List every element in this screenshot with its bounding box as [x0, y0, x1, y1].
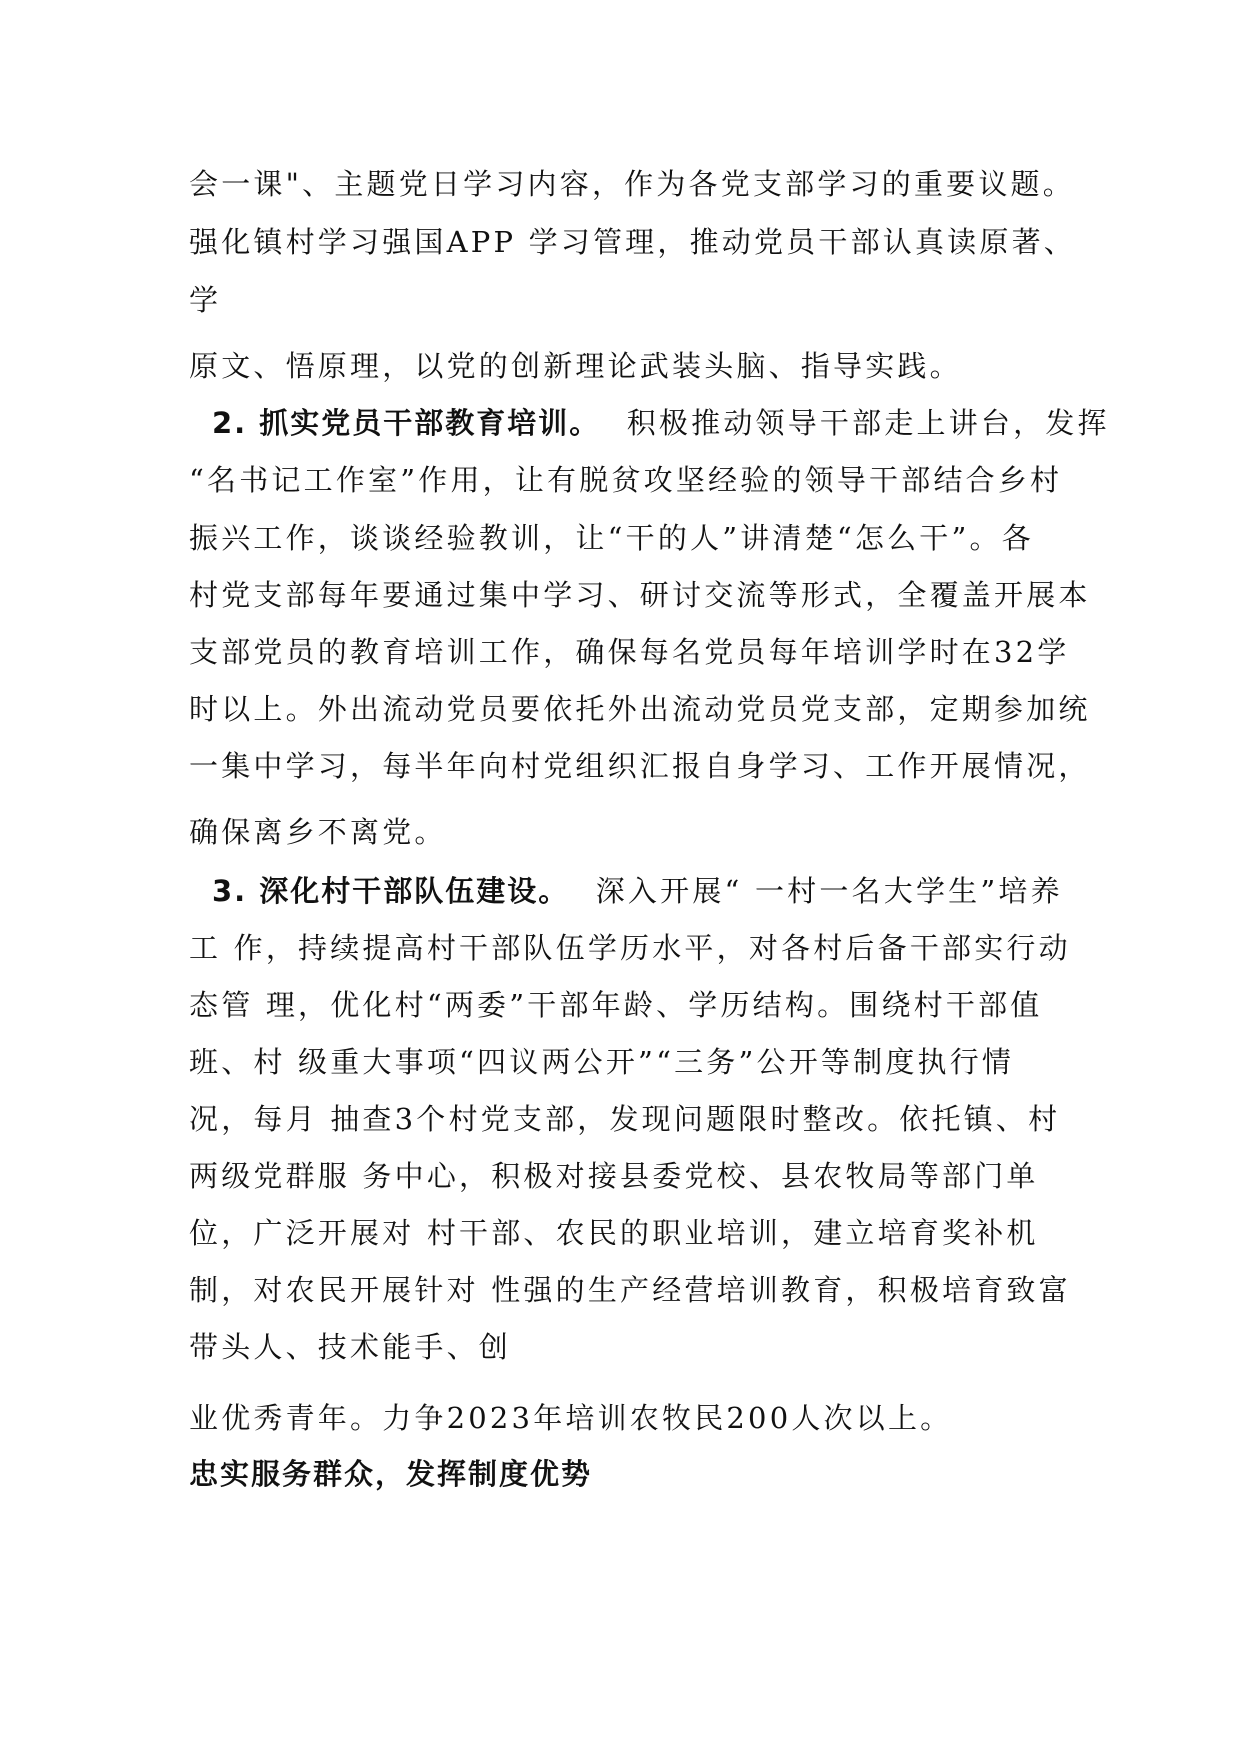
- paragraph-line: 带头人、技术能手、创: [189, 1330, 512, 1364]
- paragraph-line: 支部党员的教育培训工作，确保每名党员每年培训学时在32学: [189, 635, 1070, 669]
- paragraph-line: 振兴工作，谈谈经验教训，让“干的人”讲清楚“怎么干”。各: [189, 521, 1034, 555]
- paragraph-line: 一集中学习，每半年向村党组织汇报自身学习、工作开展情况，: [189, 749, 1091, 783]
- paragraph-line: 班、村 级重大事项“四议两公开”“三务”公开等制度执行情: [189, 1045, 1015, 1079]
- paragraph-line: “名书记工作室”作用，让有脱贫攻坚经验的领导干部结合乡村: [189, 463, 1063, 497]
- paragraph-text: 积极推动领导干部走上讲台，发挥: [626, 406, 1110, 440]
- paragraph-line: 业优秀青年。力争2023年培训农牧民200人次以上。: [189, 1401, 953, 1435]
- paragraph-line: 村党支部每年要通过集中学习、研讨交流等形式，全覆盖开展本: [189, 578, 1091, 612]
- paragraph-text: 深入开展“ 一村一名大学生”培养: [595, 874, 1063, 908]
- paragraph-line: 态管 理，优化村“两委”干部年龄、学历结构。围绕村干部值: [189, 988, 1043, 1022]
- paragraph-line: 会一课"、主题党日学习内容，作为各党支部学习的重要议题。: [189, 167, 1075, 201]
- paragraph-line: 工 作，持续提高村干部队伍学历水平，对各村后备干部实行动: [189, 931, 1071, 965]
- section-title: 忠实服务群众，发挥制度优势: [189, 1457, 593, 1491]
- paragraph-line: 原文、悟原理，以党的创新理论武装头脑、指导实践。: [189, 349, 962, 383]
- paragraph-line: 时以上。外出流动党员要依托外出流动党员党支部，定期参加统: [189, 692, 1091, 726]
- paragraph-line: [212, 871, 1063, 911]
- numbered-heading: 2. 抓实党员干部教育培训。: [212, 406, 601, 440]
- paragraph-line: 确保离乡不离党。: [189, 815, 447, 849]
- paragraph-line: 况，每月 抽查3个村党支部，发现问题限时整改。依托镇、村: [189, 1102, 1061, 1136]
- paragraph-line: 位，广泛开展对 村干部、农民的职业培训，建立培育奖补机: [189, 1216, 1039, 1250]
- numbered-heading: 3. 深化村干部队伍建设。: [212, 874, 570, 908]
- paragraph-line: 学: [189, 283, 222, 317]
- paragraph-line: 制，对农民开展针对 性强的生产经营培训教育，积极培育致富: [189, 1273, 1071, 1307]
- paragraph-line: 两级党群服 务中心，积极对接县委党校、县农牧局等部门单: [189, 1159, 1039, 1193]
- paragraph-line: [212, 403, 1110, 443]
- paragraph-line: 强化镇村学习强国APP 学习管理，推动党员干部认真读原著、: [189, 225, 1076, 259]
